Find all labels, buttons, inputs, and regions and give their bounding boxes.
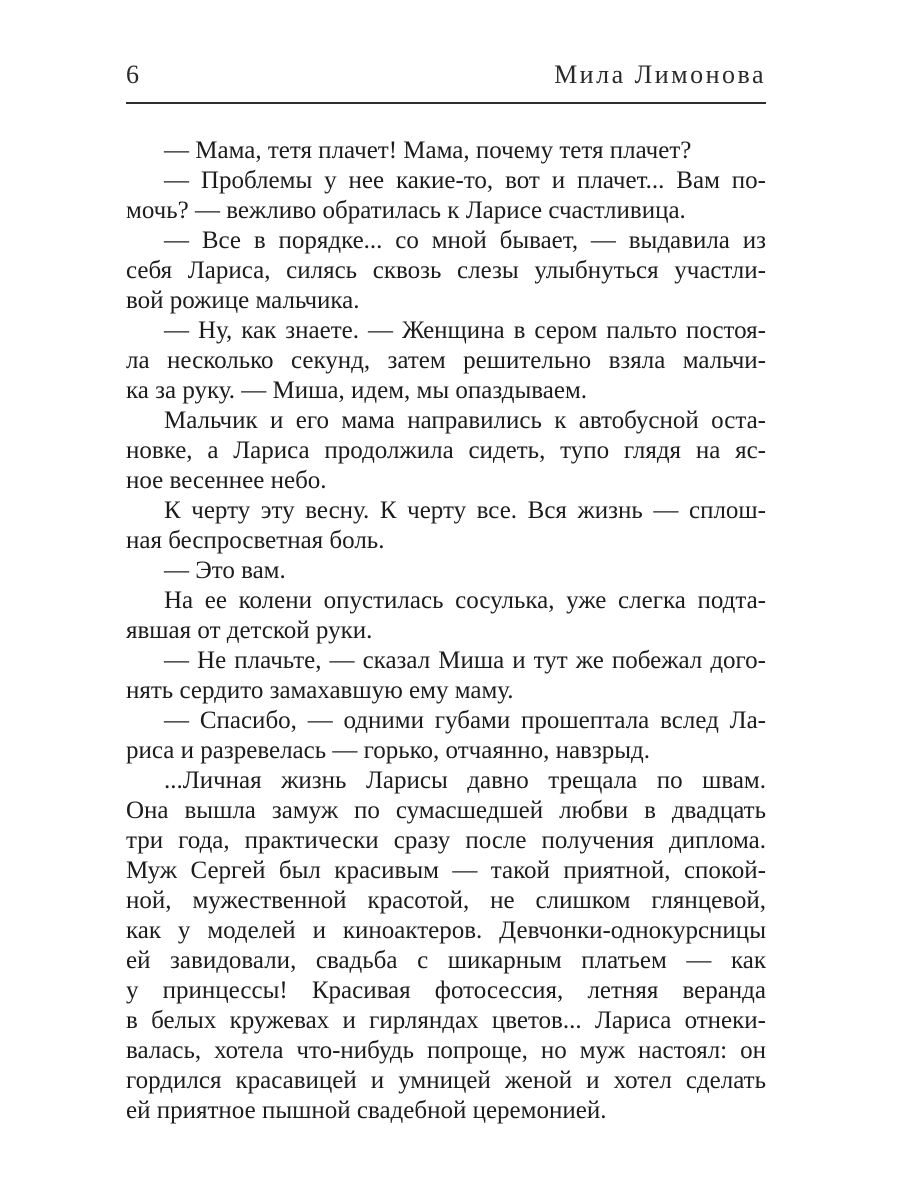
paragraph	[126, 316, 766, 406]
text-line: — Не плачьте, — сказал Миша и тут же побежал дого-	[164, 647, 766, 674]
text-line: три года, практически сразу после получения диплома.	[126, 827, 766, 854]
text-line: На ее колени опустилась сосулька, уже слегка подта-	[164, 587, 766, 614]
text-line: — Проблемы у нее какие-то, вот и плачет... Вам по-	[164, 167, 766, 194]
text-line: Муж Сергей был красивым — такой приятной, спокой-	[126, 857, 766, 884]
text-line: в белых кружевах и гирляндах цветов... Лариса отнеки-	[126, 1007, 766, 1034]
paragraph	[126, 136, 766, 166]
paragraph	[126, 706, 766, 766]
paragraph	[126, 496, 766, 556]
text-line: ла несколько секунд, затем решительно взяла мальчи-	[126, 347, 766, 374]
text-line: у принцессы! Красивая фотосессия, летняя веранда	[126, 977, 766, 1004]
paragraph	[126, 226, 766, 316]
paragraph	[126, 646, 766, 706]
text-line: Мальчик и его мама направились к автобусной оста-	[164, 407, 766, 434]
text-line: себя Лариса, силясь сквозь слезы улыбнуться участли-	[126, 257, 766, 284]
paragraph	[126, 406, 766, 496]
text-line: К черту эту весну. К черту все. Вся жизнь — сплош-	[164, 497, 766, 524]
text-line: ное весеннее небо.	[126, 467, 327, 494]
text-line: нять сердито замахавшую ему маму.	[126, 677, 514, 704]
text-line: — Спасибо, — одними губами прошептала вслед Ла-	[164, 707, 766, 734]
text-line: риса и разревелась — горько, отчаянно, навзрыд.	[126, 737, 650, 764]
paragraph	[126, 586, 766, 646]
text-line: — Это вам.	[164, 557, 286, 584]
text-line: ной, мужественной красотой, не слишком глянцевой,	[126, 887, 766, 914]
text-line: мочь? — вежливо обратилась к Ларисе счастливица.	[126, 197, 686, 224]
paragraph	[126, 766, 766, 1126]
text-line: Она вышла замуж по сумасшедшей любви в двадцать	[126, 797, 766, 824]
text-line: — Ну, как знаете. — Женщина в сером пальто постоя-	[164, 317, 766, 344]
text-line: ка за руку. — Миша, идем, мы опаздываем.	[126, 377, 588, 404]
text-line: ная беспросветная боль.	[126, 527, 385, 554]
text-line: ...Личная жизнь Ларисы давно трещала по швам.	[164, 767, 766, 794]
text-line: валась, хотела что-нибудь попроще, но муж настоял: он	[126, 1037, 766, 1064]
text-line: ей приятное пышной свадебной церемонией.	[126, 1097, 607, 1124]
page-header	[126, 60, 766, 104]
text-line: ей завидовали, свадьба с шикарным платьем — как	[126, 947, 766, 974]
text-line: явшая от детской руки.	[126, 617, 373, 644]
page-header-row	[126, 60, 766, 102]
text-block	[126, 136, 766, 1126]
page-number: 6	[126, 60, 140, 89]
header-rule	[126, 102, 766, 104]
text-line: — Мама, тетя плачет! Мама, почему тетя плачет?	[164, 137, 692, 164]
text-line: как у моделей и киноактеров. Девчонки-однокурсницы	[126, 917, 766, 944]
text-line: новке, а Лариса продолжила сидеть, тупо глядя на яс-	[126, 437, 766, 464]
running-head-author: Мила Лимонова	[554, 60, 766, 89]
paragraph	[126, 166, 766, 226]
text-line: — Все в порядке... со мной бывает, — выдавила из	[164, 227, 766, 254]
text-line: вой рожице мальчика.	[126, 287, 360, 314]
text-line: гордился красавицей и умницей женой и хотел сделать	[126, 1067, 766, 1094]
paragraph	[126, 556, 766, 586]
